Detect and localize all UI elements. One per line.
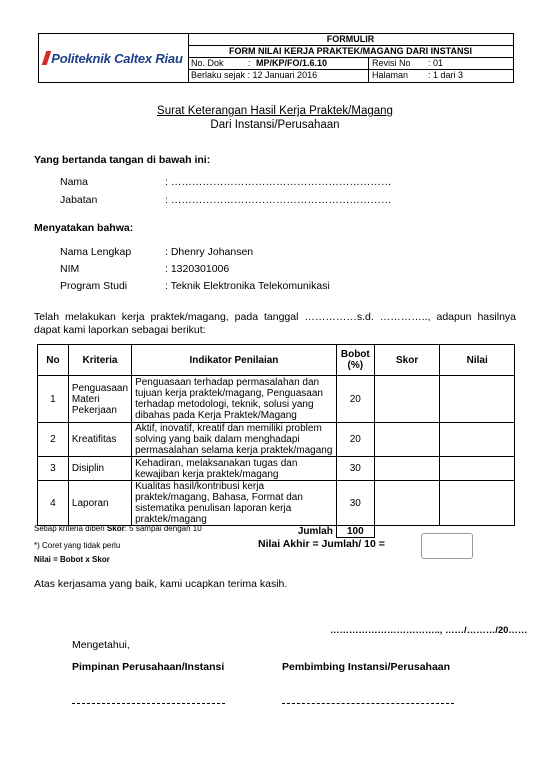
logo-mark-icon: [42, 51, 52, 65]
nilai-akhir-label: Nilai Akhir = Jumlah/ 10 =: [258, 538, 385, 550]
row-bobot: 20: [336, 376, 374, 423]
row-bobot: 30: [336, 457, 374, 481]
signer-nama-label: Nama: [60, 176, 89, 188]
signer-nama-field[interactable]: : ………………………………………………………: [165, 176, 392, 188]
coret-note: *) Coret yang tidak perlu: [34, 541, 121, 550]
row-no: 3: [38, 457, 69, 481]
table-row: [38, 481, 515, 526]
row-no: 4: [38, 481, 69, 526]
row-skor-input[interactable]: [374, 457, 440, 481]
assessment-table: [37, 344, 515, 538]
row-indikator: Kualitas hasil/kontribusi kerja praktek/magang, Bahasa, Format dan sistematika penulisan laporan kerja praktek/magang: [132, 481, 337, 526]
row-indikator: Penguasaan terhadap permasalahan dan tujuan kerja praktek/magang, Penguasaan terhadap metodologi, teknik, solusi yang dibahas pada Kerja Praktek/Magang: [132, 376, 337, 423]
row-kriteria: Disiplin: [68, 457, 131, 481]
berlaku-label: Berlaku sejak : 12 Januari 2016: [191, 70, 318, 80]
no-dok-value: MP/KP/FO/1.6.10: [256, 58, 328, 68]
form-title: FORM NILAI KERJA PRAKTEK/MAGANG DARI INSTANSI: [188, 46, 513, 58]
no-dok-colon: :: [248, 58, 251, 68]
nama-lengkap-label: Nama Lengkap: [60, 246, 132, 258]
col-header-bobot: Bobot (%): [336, 345, 374, 376]
closing-text: Atas kerjasama yang baik, kami ucapkan terima kasih.: [34, 578, 288, 590]
signer-jabatan-field[interactable]: : ………………………………………………………: [165, 194, 392, 206]
prodi-label: Program Studi: [60, 280, 128, 292]
nama-lengkap-value: : Dhenry Johansen: [165, 246, 254, 258]
table-row: [38, 376, 515, 423]
row-kriteria: Kreatifitas: [68, 423, 131, 457]
formulir-label: FORMULIR: [188, 34, 513, 46]
signer-heading: Yang bertanda tangan di bawah ini:: [34, 154, 211, 166]
table-row: [38, 423, 515, 457]
row-nilai-input[interactable]: [440, 376, 515, 423]
col-header-indikator: Indikator Penilaian: [132, 345, 337, 376]
nim-value: : 1320301006: [165, 263, 230, 275]
row-bobot: 20: [336, 423, 374, 457]
revisi-value: : 01: [428, 58, 444, 68]
statement-heading: Menyatakan bahwa:: [34, 222, 134, 234]
table-header-row: [38, 345, 515, 376]
row-indikator: Aktif, inovatif, kreatif dan memiliki problem solving yang baik dalam menghadapi permasalahan selama kerja praktek/magang: [132, 423, 337, 457]
row-kriteria: Laporan: [68, 481, 131, 526]
pimpinan-signature-line[interactable]: [72, 703, 225, 704]
pimpinan-label: Pimpinan Perusahaan/Instansi: [72, 661, 225, 673]
row-indikator: Kehadiran, melaksanakan tugas dan kewajiban kerja praktek/magang: [132, 457, 337, 481]
pembimbing-signature-line[interactable]: [282, 703, 454, 704]
berlaku-row: [188, 70, 513, 82]
nilai-formula: Nilai = Bobot x Skor: [34, 555, 110, 564]
row-skor-input[interactable]: [374, 481, 440, 526]
row-nilai-input[interactable]: [440, 481, 515, 526]
col-header-skor: Skor: [374, 345, 440, 376]
skor-note-prefix: Setiap kriteria diberi: [34, 524, 107, 533]
row-bobot: 30: [336, 481, 374, 526]
skor-note-bold: Skor: [106, 524, 125, 533]
skor-note-suffix: : 5 sampai dengan 10: [124, 524, 202, 533]
nim-label: NIM: [60, 263, 80, 275]
col-header-kriteria: Kriteria: [68, 345, 131, 376]
doc-number-row: [188, 58, 513, 70]
intro-paragraph: Telah melakukan kerja praktek/magang, pada tanggal ……………s.d. ………….., adapun hasilnya dapat kami laporkan sebagai berikut:: [34, 311, 516, 336]
header-divider: [368, 58, 369, 69]
row-skor-input[interactable]: [374, 376, 440, 423]
row-nilai-input[interactable]: [440, 423, 515, 457]
date-line[interactable]: …………………………….., ……/………/20……: [330, 625, 528, 636]
col-header-no: No: [38, 345, 69, 376]
row-no: 1: [38, 376, 69, 423]
halaman-value: : 1 dari 3: [428, 70, 464, 80]
table-row: [38, 457, 515, 481]
document-subtitle: Dari Instansi/Perusahaan: [210, 119, 340, 131]
header-divider: [368, 70, 369, 82]
no-dok-label: No. Dok: [191, 58, 224, 68]
row-no: 2: [38, 423, 69, 457]
col-header-nilai: Nilai: [440, 345, 515, 376]
prodi-value: : Teknik Elektronika Telekomunikasi: [165, 280, 330, 292]
nilai-akhir-input[interactable]: [421, 533, 473, 559]
skor-note: [34, 524, 202, 533]
jumlah-value: 100: [336, 526, 374, 538]
halaman-label: Halaman: [372, 70, 409, 80]
revisi-label: Revisi No: [372, 58, 411, 68]
row-nilai-input[interactable]: [440, 457, 515, 481]
row-kriteria: Penguasaan Materi Pekerjaan: [68, 376, 131, 423]
document-title: Surat Keterangan Hasil Kerja Praktek/Magang: [157, 105, 393, 117]
signer-jabatan-label: Jabatan: [60, 194, 98, 206]
jumlah-label: Jumlah: [38, 526, 337, 538]
mengetahui-label: Mengetahui,: [72, 639, 130, 651]
logo-text: Politeknik Caltex Riau: [51, 50, 183, 66]
institution-logo: [39, 34, 189, 82]
row-skor-input[interactable]: [374, 423, 440, 457]
form-header: [38, 33, 514, 83]
pembimbing-label: Pembimbing Instansi/Perusahaan: [282, 661, 451, 673]
